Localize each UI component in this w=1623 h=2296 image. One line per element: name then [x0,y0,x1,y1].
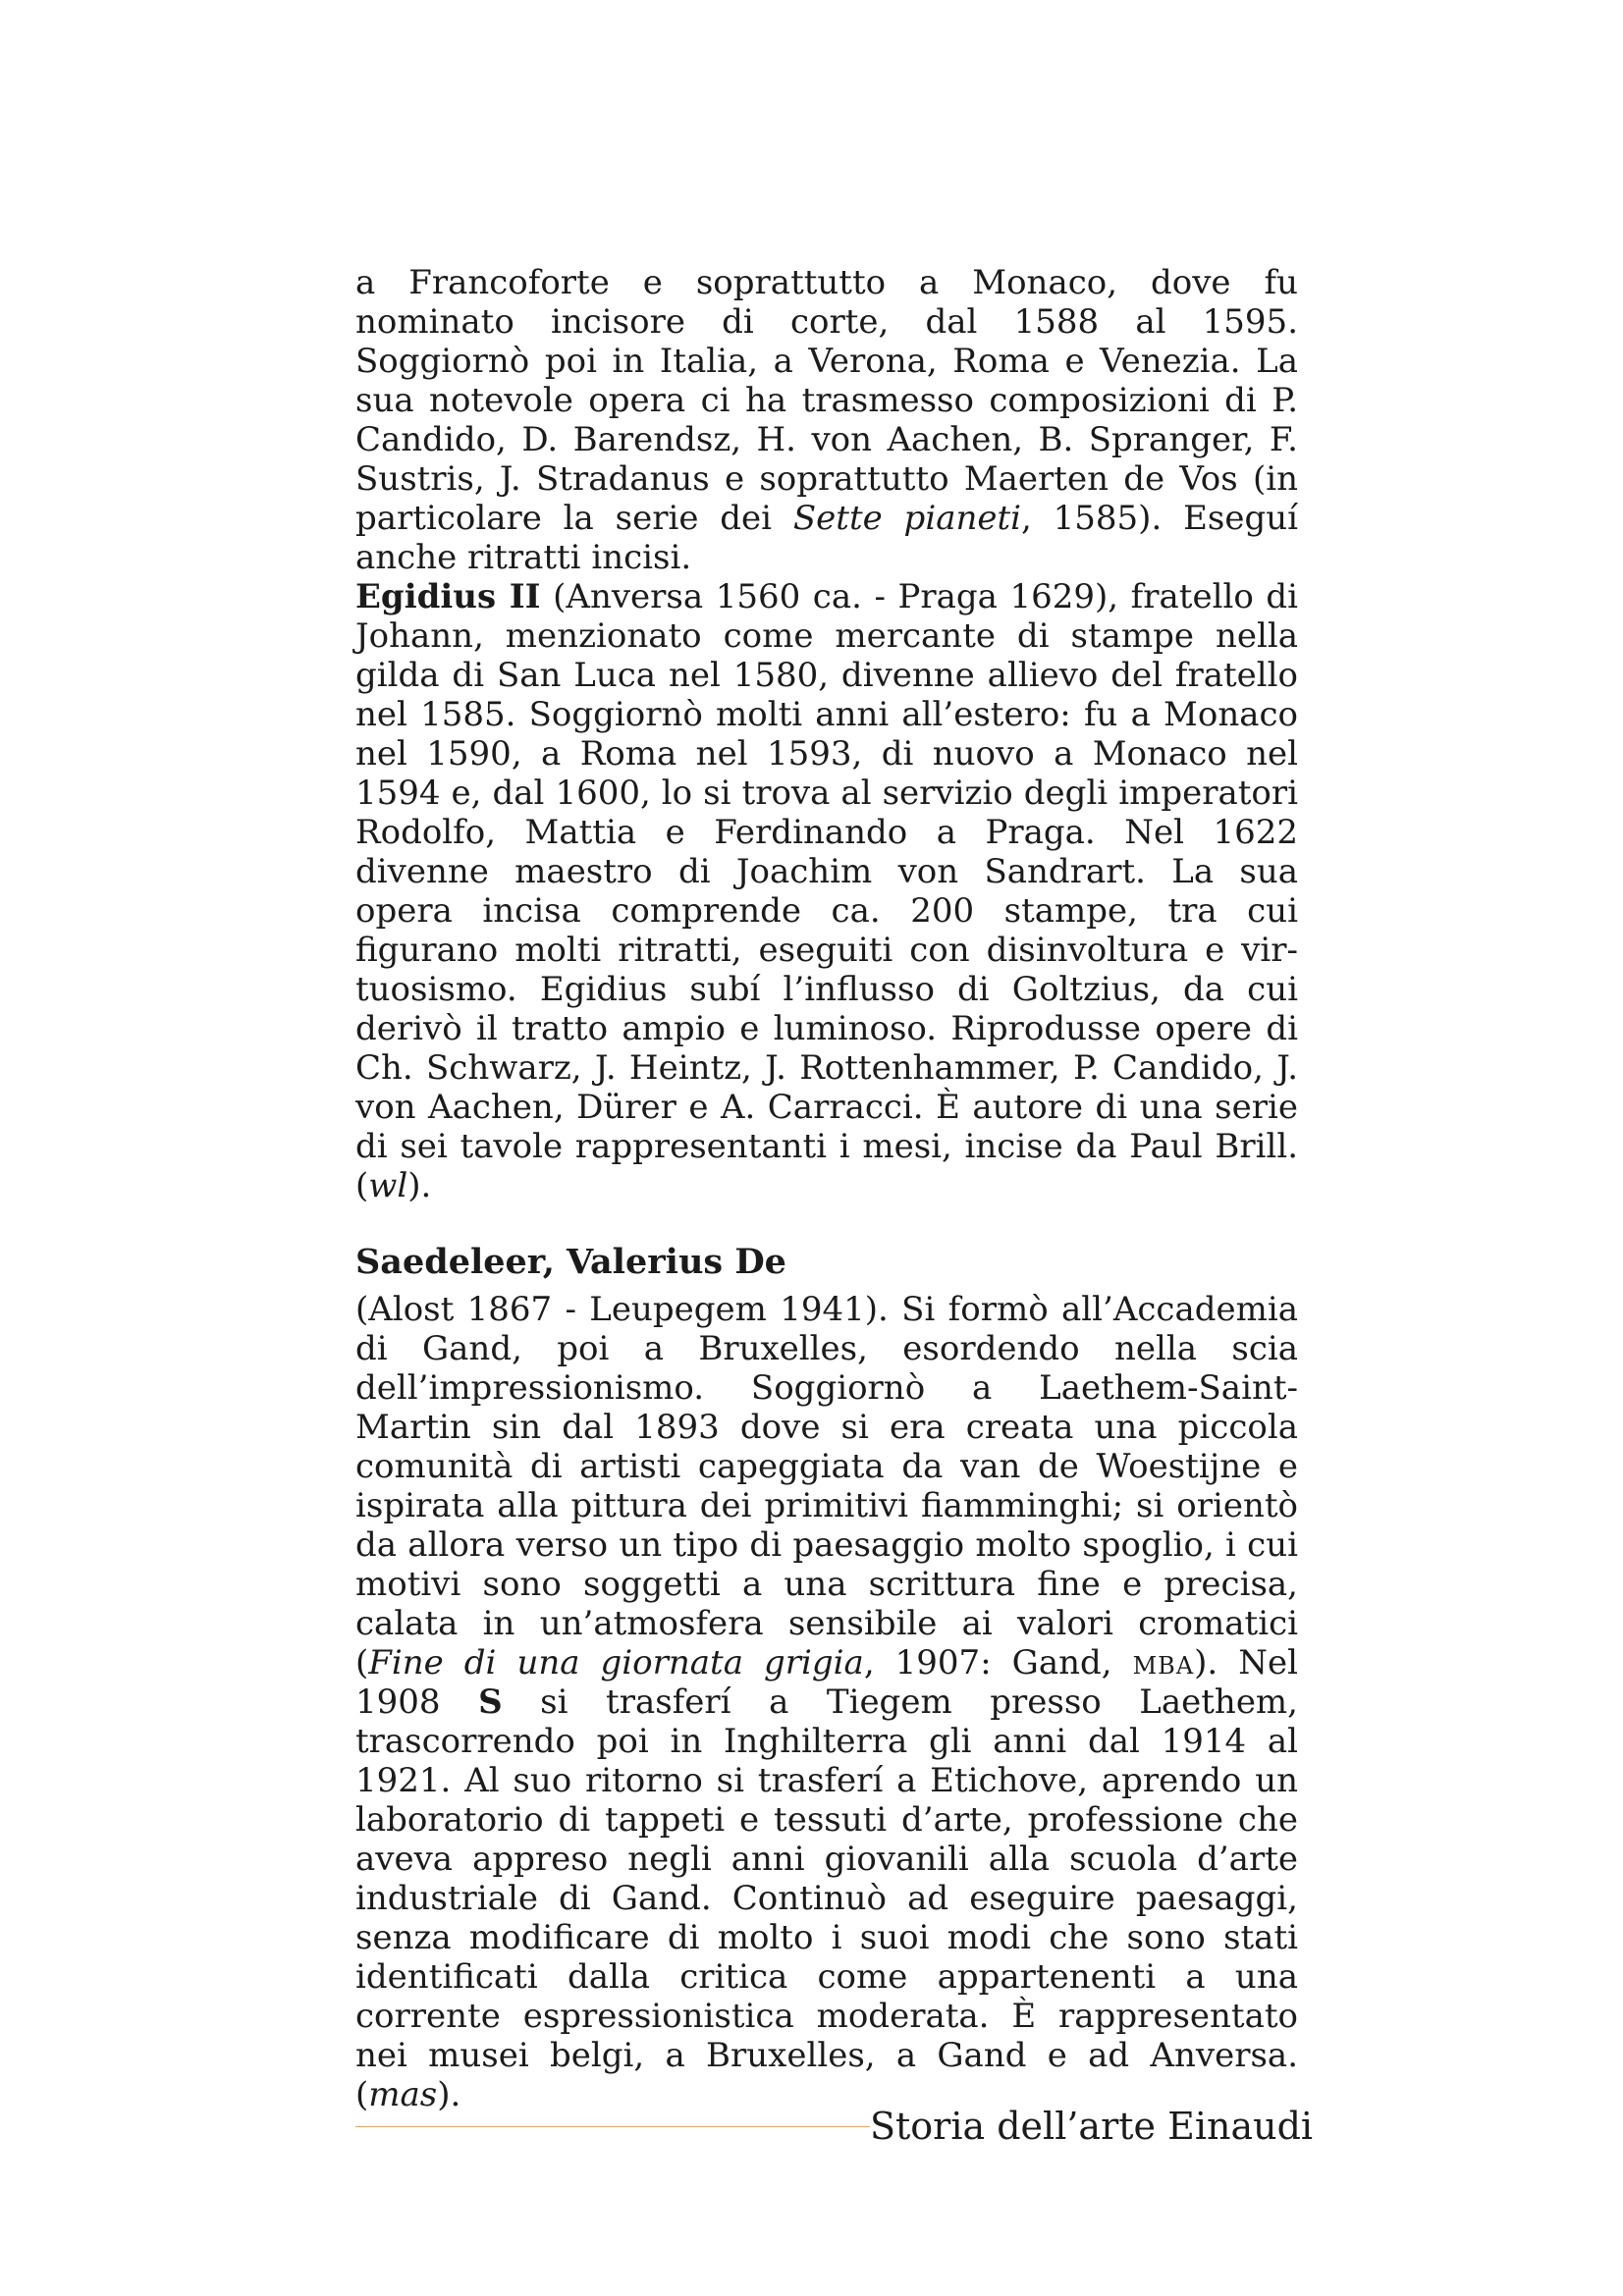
entry-paragraph: a Francoforte e soprattutto a Monaco, dove fu nominato incisore di corte, dal 1588 al 1595. Soggiornò poi in Italia, a Verona, Roma e Venezia. La sua notevole opera ci ha trasmesso composizioni di P. Candido, D. Barendsz, H. von Aachen, B. Spranger, F. Sustris, J. Stradanus e soprattutto Maerten de Vos (in particolare la serie dei Sette pianeti, 1585). Eseguí anche ritratti incisi. [355,263,1299,577]
author-signature: wl [368,1166,408,1205]
entry-heading: Saedeleer, Valerius De [355,1242,786,1282]
author-signature: mas [368,2075,438,2114]
publication-title: Storia dell’arte Einaudi [870,2105,1314,2148]
entry-paragraph: Egidius II (Anversa 1560 ca. - Praga 1629), fratello di Johann, menzionato come mercante di stampe nella gilda di San Luca nel 1580, divenne allievo del fratello nel 1585. Soggiornò molti anni all’estero: fu a Monaco nel 1590, a Roma nel 1593, di nuovo a Monaco nel 1594 e, dal 1600, lo si trova al servizio degli imperatori Rodolfo, Mattia e Ferdinando a Praga. Nel 1622 divenne maestro di Joachim von Sandrart. La sua opera incisa comprende ca. 200 stampe, tra cui figurano molti ritratti, eseguiti con disinvoltura e virtuosismo. Egidius subí l’influsso di Goltzius, da cui derivò il tratto ampio e luminoso. Riprodusse opere di Ch. Schwarz, J. Heintz, J. Rottenhammer, P. Candido, J. von Aachen, Dürer e A. Carracci. È autore di una serie di sei tavole rappresentanti i mesi, incise da Paul Brill. (wl). [355,577,1298,1205]
artwork-title: Sette pianeti [792,499,1022,538]
footer-rule [355,2126,870,2127]
artwork-title: Fine di una giornata grigia [368,1643,864,1682]
page-footer [355,2097,1314,2156]
entry-paragraph: (Alost 1867 - Leupegem 1941). Si formò all’Accademia di Gand, poi a Bruxelles, esordendo nella scia dell’impressionismo. Soggiornò a Laethem-Saint-Martin sin dal 1893 dove si era creata una piccola comunità di artisti capeggiata da van de Woestijne e ispirata alla pittura dei primitivi fiamminghi; si orientò da allora verso un tipo di paesaggio molto spoglio, i cui motivi sono soggetti a una scrittura fine e precisa, calata in un’atmosfera sensibile ai valori cromatici (Fine di una giornata grigia, 1907: Gand, mba). Nel 1908 S si trasferí a Tiegem presso Laethem, trascorrendo poi in Inghilterra gli anni dal 1914 al 1921. Al suo ritorno si trasferí a Etichove, aprendo un laboratorio di tappeti e tessuti d’arte, professione che aveva appreso negli anni giovanili alla scuola d’arte industriale di Gand. Continuò ad eseguire paesaggi, senza modificare di molto i suoi modi che sono stati identificati dalla critica come appartenenti a una corrente espressionistica moderata. È rappresentato nei musei belgi, a Bruxelles, a Gand e ad Anversa. (mas). [355,1290,1298,2114]
subject-initial: S [478,1682,503,1722]
museum-abbreviation: mba [1132,1643,1195,1682]
text-column [355,263,1298,2114]
subentry-name: Egidius II [355,577,541,616]
